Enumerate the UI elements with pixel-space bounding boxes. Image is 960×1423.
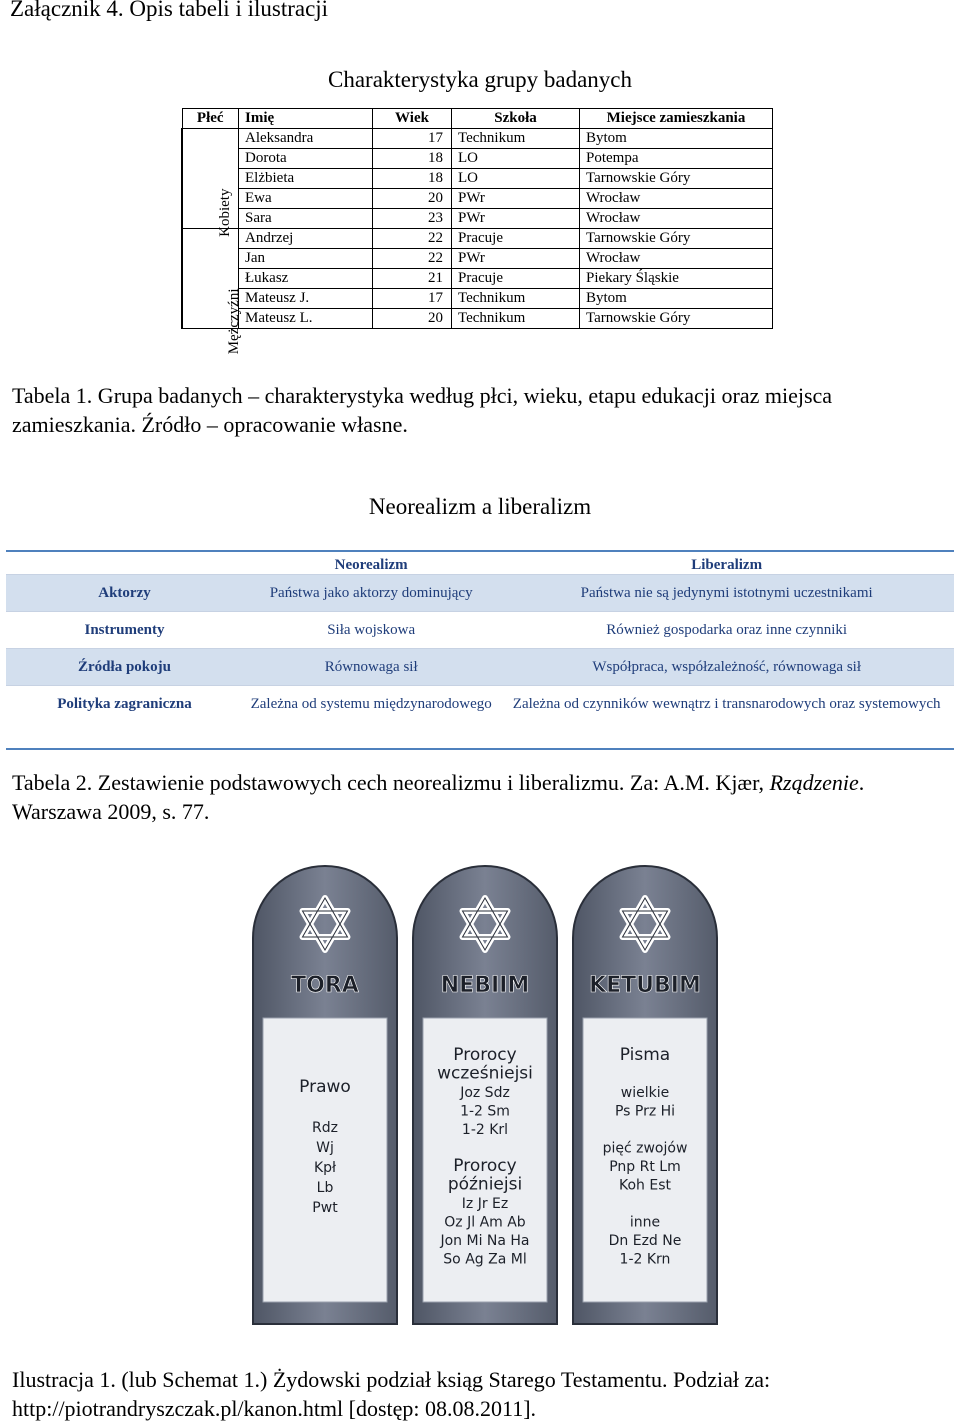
table2-title: Neorealizm a liberalizm [368, 494, 592, 519]
table-row [182, 229, 773, 249]
cell-szkola: LO [452, 149, 580, 169]
illustration-caption: Ilustracja 1. (lub Schemat 1.) Żydowski podział ksiąg Starego Testamentu. Podział za: http://piotrandryszczak.pl/kanon.html [dostęp: 08.08.2011]. [12, 1367, 771, 1421]
cell-imie: Dorota [239, 149, 373, 169]
tablet-line: Kpł [313, 1160, 337, 1176]
cell-imie: Elżbieta [239, 169, 373, 189]
old-testament-tablets-illustration [245, 862, 725, 1328]
cell-miejsce: Potempa [580, 149, 773, 169]
cell-liberalizm: Również gospodarka oraz inne czynniki [499, 612, 954, 649]
tablet-line: Lb [316, 1180, 334, 1196]
cell-wiek: 22 [373, 229, 452, 249]
cell-miejsce: Bytom [580, 129, 773, 149]
row-label: Polityka zagraniczna [6, 686, 243, 750]
header-imie: Imię [239, 109, 373, 129]
cell-szkola: Technikum [452, 129, 580, 149]
cell-imie: Jan [239, 249, 373, 269]
cell-miejsce: Tarnowskie Góry [580, 309, 773, 329]
caption-text: Tabela 2. Zestawienie podstawowych cech neorealizmu i liberalizmu. Za: A.M. Kjær, [12, 770, 770, 795]
group-label: Kobiety [216, 188, 233, 237]
cell-liberalizm: Współpraca, współzależność, równowaga sił [499, 649, 954, 686]
cell-liberalizm: Zależna od czynników wewnątrz i transnarodowych oraz systemowych [499, 686, 954, 750]
tablet-line: Pisma [619, 1045, 671, 1065]
cell-imie: Mateusz J. [239, 289, 373, 309]
tablet-tora [253, 866, 397, 1324]
table-row [182, 209, 773, 229]
tablet-line: Dn Ezd Ne [608, 1233, 682, 1249]
tablet-line: Ps Prz Hi [614, 1103, 676, 1120]
cell-szkola: Pracuje [452, 269, 580, 289]
table1-caption: Tabela 1. Grupa badanych – charakterystyka według płci, wieku, etapu edukacji oraz miejsca zamieszkania. Źródło – opracowanie własne. [12, 383, 833, 437]
tablet-line: Wj [316, 1140, 334, 1156]
header-wiek: Wiek [373, 109, 452, 129]
tablet-title: KETUBIM [589, 973, 701, 998]
table2-caption [12, 768, 948, 826]
cell-szkola: PWr [452, 189, 580, 209]
cell-imie: Andrzej [239, 229, 373, 249]
cell-szkola: Technikum [452, 289, 580, 309]
table-row [182, 309, 773, 329]
tablet-line: inne [629, 1214, 661, 1231]
cell-imie: Aleksandra [239, 129, 373, 149]
tablet-line: Pwt [312, 1200, 338, 1216]
tablet-line: późniejsi [447, 1174, 523, 1195]
table-row [182, 269, 773, 289]
tablet-line: Koh Est [618, 1177, 672, 1194]
cell-wiek: 20 [373, 309, 452, 329]
tablet-line: Prawo [299, 1077, 351, 1097]
cell-miejsce: Wrocław [580, 209, 773, 229]
header-miejsce: Miejsce zamieszkania [580, 109, 773, 129]
participants-table [181, 108, 773, 354]
tablet-line: Rdz [312, 1120, 338, 1136]
cell-wiek: 23 [373, 209, 452, 229]
tablet-line: So Ag Za Ml [443, 1251, 527, 1268]
table-row [182, 249, 773, 269]
page-heading: Załącznik 4. Opis tabeli i ilustracji [10, 0, 329, 21]
cell-miejsce: Tarnowskie Góry [580, 229, 773, 249]
cell-miejsce: Wrocław [580, 189, 773, 209]
cell-imie: Łukasz [239, 269, 373, 289]
group-mezczyzni [182, 229, 242, 354]
cell-wiek: 18 [373, 169, 452, 189]
row-label: Źródła pokoju [6, 649, 243, 686]
cell-imie: Mateusz L. [239, 309, 373, 329]
group-label: Mężczyźni [225, 288, 242, 354]
header-liberalizm: Liberalizm [499, 551, 954, 575]
header-plec: Płeć [182, 109, 239, 129]
tablet-line: 1-2 Krn [619, 1251, 671, 1268]
cell-imie: Ewa [239, 189, 373, 209]
tablet-line: Joz Sdz [460, 1085, 510, 1101]
cell-wiek: 22 [373, 249, 452, 269]
tablet-line: Iz Jr Ez [461, 1196, 509, 1212]
cell-liberalizm: Państwa nie są jedynymi istotnymi uczestnikami [499, 575, 954, 612]
cell-wiek: 21 [373, 269, 452, 289]
tablet-title: TORA [291, 973, 359, 998]
cell-szkola: Technikum [452, 309, 580, 329]
tablet-line: wcześniejsi [437, 1063, 533, 1084]
tablet-line: 1-2 Sm [460, 1103, 510, 1120]
table-row [6, 575, 954, 612]
tablet-line: Prorocy [453, 1156, 517, 1176]
cell-neorealizm: Zależna od systemu międzynarodowego [243, 686, 499, 750]
tablet-line: 1-2 Krl [461, 1122, 509, 1138]
cell-miejsce: Tarnowskie Góry [580, 169, 773, 189]
cell-szkola: LO [452, 169, 580, 189]
tablet-line: Prorocy [453, 1045, 517, 1065]
caption-title-italic: Rządzenie [769, 770, 859, 795]
cell-szkola: PWr [452, 249, 580, 269]
table-header-row [182, 109, 773, 129]
tablet-line: Pnp Rt Lm [609, 1159, 681, 1175]
tablet-title: NEBIIM [440, 973, 530, 998]
table-header-row [6, 551, 954, 575]
header-neorealizm: Neorealizm [243, 551, 499, 575]
table-row [182, 189, 773, 209]
cell-miejsce: Wrocław [580, 249, 773, 269]
table-row [6, 612, 954, 649]
tablet-nebiim [413, 866, 557, 1324]
cell-wiek: 17 [373, 289, 452, 309]
table-row [6, 686, 954, 750]
cell-wiek: 18 [373, 149, 452, 169]
caption-text-end: . Warszawa 2009, s. 77. [12, 770, 865, 824]
cell-miejsce: Piekary Śląskie [580, 269, 773, 289]
table-row [6, 649, 954, 686]
comparison-table [6, 550, 954, 750]
cell-neorealizm: Państwa jako aktorzy dominujący [243, 575, 499, 612]
table-row [182, 129, 773, 149]
cell-wiek: 17 [373, 129, 452, 149]
cell-wiek: 20 [373, 189, 452, 209]
cell-szkola: Pracuje [452, 229, 580, 249]
cell-neorealizm: Równowaga sił [243, 649, 499, 686]
row-label: Instrumenty [6, 612, 243, 649]
tablet-ketubim [573, 866, 717, 1324]
table-row [182, 289, 773, 309]
table-row [182, 169, 773, 189]
tablet-line: Jon Mi Na Ha [440, 1233, 530, 1249]
tablet-line: pięć zwojów [602, 1140, 688, 1157]
group-kobiety [182, 129, 239, 237]
tablet-line: Oz Jl Am Ab [444, 1214, 526, 1231]
cell-miejsce: Bytom [580, 289, 773, 309]
cell-szkola: PWr [452, 209, 580, 229]
cell-neorealizm: Siła wojskowa [243, 612, 499, 649]
tablet-line: wielkie [620, 1085, 670, 1101]
table1-title: Charakterystyka grupy badanych [327, 67, 632, 92]
header-empty [6, 551, 243, 575]
table-row [182, 149, 773, 169]
row-label: Aktorzy [6, 575, 243, 612]
header-szkola: Szkoła [452, 109, 580, 129]
cell-imie: Sara [239, 209, 373, 229]
